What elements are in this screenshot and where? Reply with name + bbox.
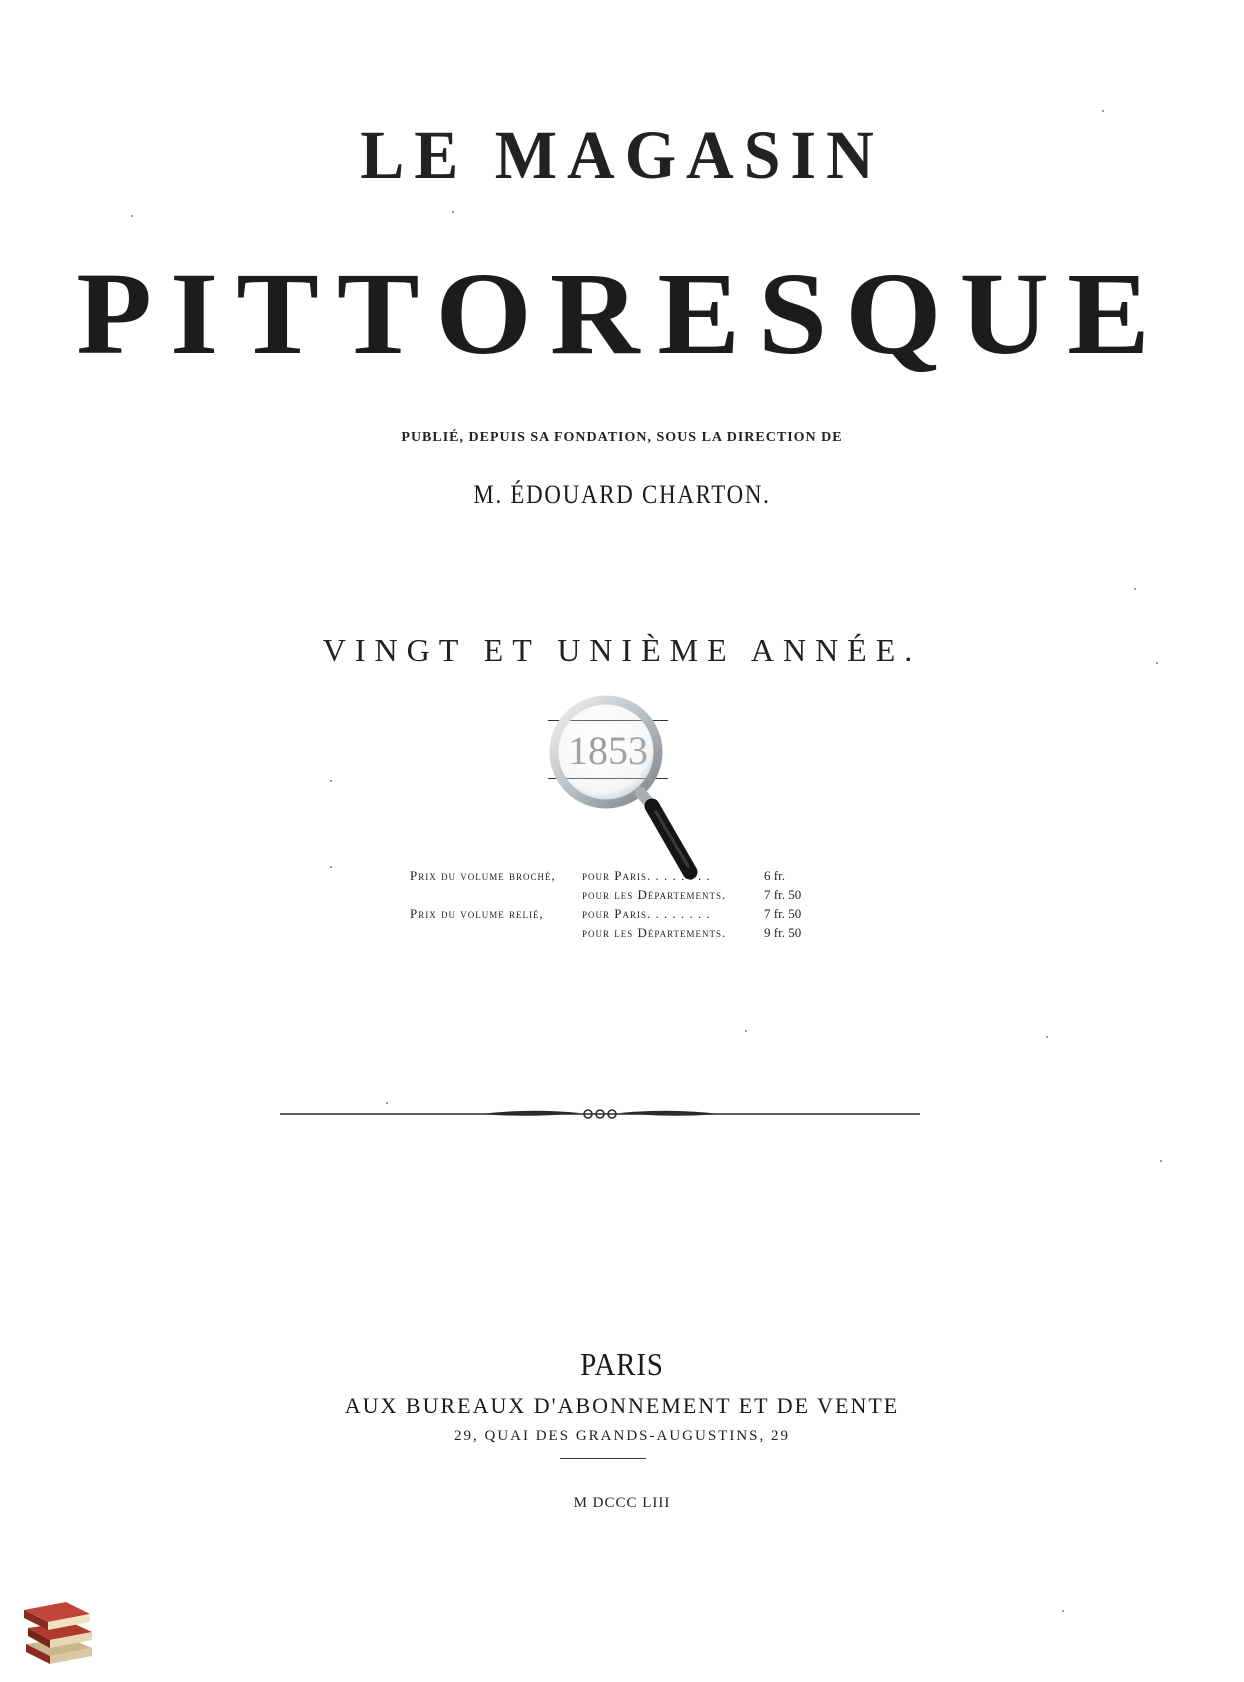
- paper-speck: [1062, 1610, 1064, 1612]
- price-destination: pour Paris. . . . . . . .: [582, 868, 711, 883]
- editor-name: M. ÉDOUARD CHARTON.: [473, 480, 771, 509]
- price-label: Prix du volume broché,: [410, 868, 556, 883]
- price-amount: 9 fr. 50: [764, 925, 802, 940]
- direction-line: PUBLIÉ, DEPUIS SA FONDATION, SOUS LA DIRECTION DE: [401, 430, 843, 445]
- price-amount: 7 fr. 50: [764, 887, 802, 902]
- ornamental-divider: [280, 1104, 920, 1124]
- price-amount: 7 fr. 50: [764, 906, 802, 921]
- paper-speck: [330, 866, 332, 868]
- paper-speck: [1102, 110, 1104, 112]
- books-stack-icon[interactable]: [20, 1588, 98, 1666]
- magnifying-glass-icon[interactable]: [548, 694, 708, 884]
- paper-speck: [386, 1102, 388, 1104]
- imprint-year: M DCCC LIII: [573, 1495, 671, 1511]
- imprint-publisher: AUX BUREAUX D'ABONNEMENT ET DE VENTE: [344, 1393, 900, 1418]
- title-line-1: LE MAGASIN: [360, 117, 884, 194]
- paper-speck: [745, 1030, 747, 1032]
- title-line-2: PITTORESQUE: [76, 248, 1168, 379]
- imprint-rule: [560, 1458, 646, 1459]
- paper-speck: [1160, 1160, 1162, 1162]
- price-destination: pour les Départements.: [582, 925, 727, 940]
- edition-line: VINGT ET UNIÈME ANNÉE.: [322, 632, 922, 668]
- price-amount: 6 fr.: [764, 868, 785, 883]
- paper-speck: [452, 211, 454, 213]
- paper-speck: [330, 780, 332, 782]
- price-destination: pour Paris. . . . . . . .: [582, 906, 711, 921]
- price-destination: pour les Départements.: [582, 887, 727, 902]
- paper-speck: [1156, 662, 1158, 664]
- imprint-address: 29, QUAI DES GRANDS-AUGUSTINS, 29: [453, 1428, 790, 1444]
- paper-speck: [1046, 1036, 1048, 1038]
- paper-speck: [131, 215, 133, 217]
- imprint-city: PARIS: [580, 1346, 664, 1382]
- paper-speck: [1134, 588, 1136, 590]
- price-label: Prix du volume relié,: [410, 906, 544, 921]
